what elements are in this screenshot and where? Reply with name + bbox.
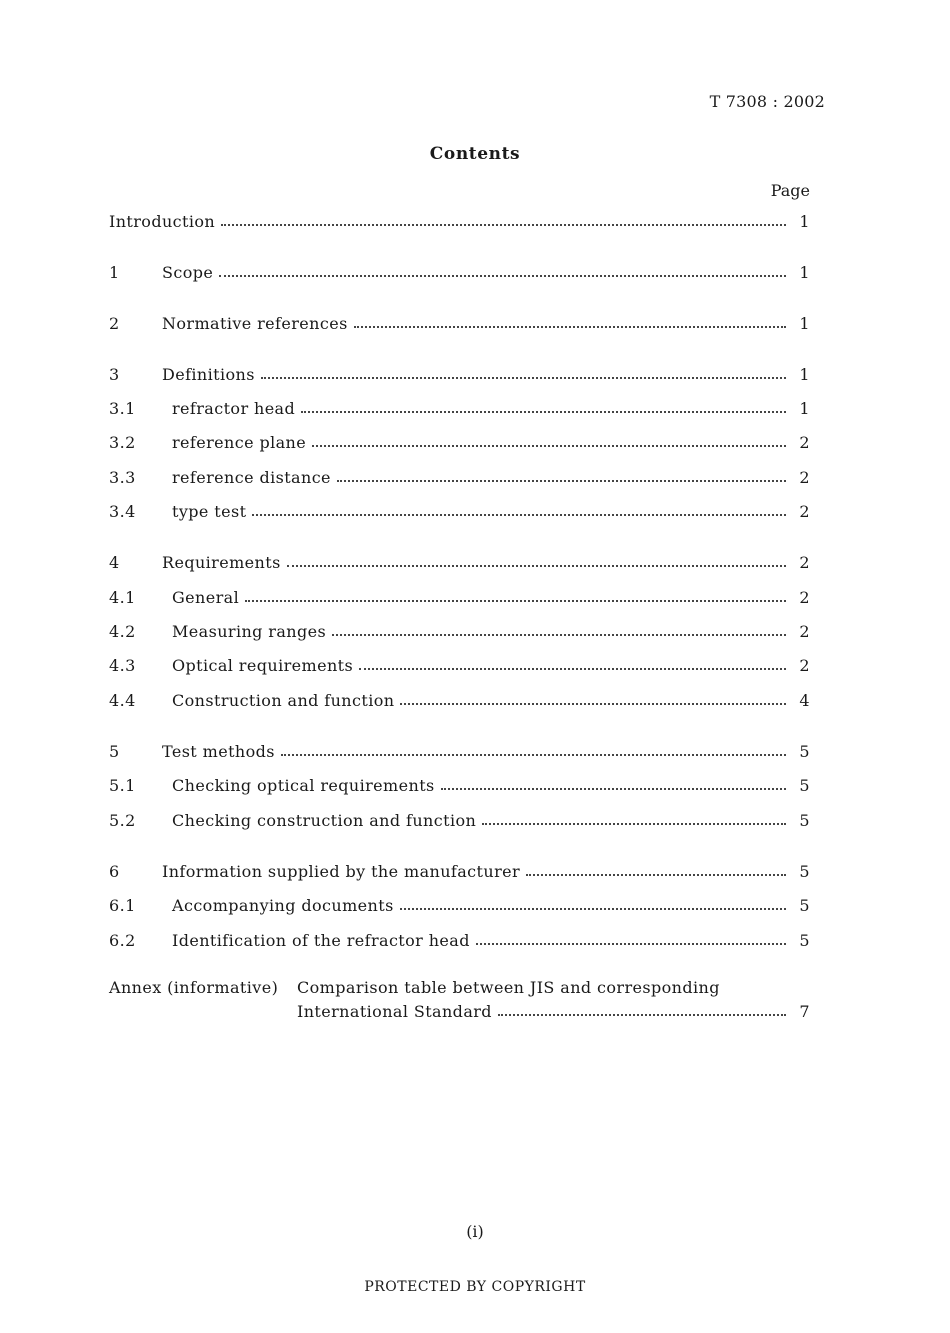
toc-page: 2 [799,656,810,675]
toc-number: 4.3 [109,656,136,675]
toc-label: Information supplied by the manufacturer [162,862,521,881]
toc-entry-3-3[interactable] [109,463,810,487]
toc-number: 3 [109,365,120,384]
dot-leader [261,377,786,379]
dot-leader [526,874,786,876]
dot-leader [359,668,786,670]
toc-number: 4.4 [109,691,136,710]
toc-page: 5 [799,896,810,915]
dot-leader [332,634,786,636]
dot-leader [400,908,786,910]
toc-label: reference plane [172,433,307,452]
toc-entry-3[interactable] [109,360,810,384]
toc-number: 5.1 [109,776,136,795]
toc-page: 5 [799,742,810,761]
document-number: T 7308 : 2002 [709,92,825,111]
toc-label: refractor head [172,399,296,418]
toc-entry-4[interactable] [109,548,810,572]
toc-page: 5 [799,811,810,830]
toc-entry-6[interactable] [109,857,810,881]
toc-entry-3-4[interactable] [109,497,810,521]
dot-leader [312,445,786,447]
toc-page: 1 [799,212,810,231]
toc-label: Optical requirements [172,656,354,675]
toc-number: 5.2 [109,811,136,830]
dot-leader [498,1014,786,1016]
toc-number: 4.2 [109,622,136,641]
page-column-label: Page [770,181,810,200]
dot-leader [476,943,786,945]
toc-label: Requirements [162,553,281,572]
toc-label: General [172,588,240,607]
toc-entry-4-3[interactable] [109,651,810,675]
toc-label: Scope [162,263,214,282]
toc-label: Introduction [109,212,216,231]
toc-number: 2 [109,314,120,333]
toc-entry-introduction[interactable] [109,207,810,231]
dot-leader [281,754,786,756]
toc-page: 5 [799,862,810,881]
dot-leader [400,703,786,705]
toc-page: 4 [799,691,810,710]
annex-title-line-2: International Standard [297,1002,492,1021]
toc-label: Identification of the refractor head [172,931,470,950]
toc-entry-5-2[interactable] [109,806,810,830]
toc-page: 1 [799,365,810,384]
toc-entry-4-4[interactable] [109,686,810,710]
toc-page: 5 [799,776,810,795]
toc-page: 5 [799,931,810,950]
toc-label: Definitions [162,365,255,384]
toc-label: reference distance [172,468,331,487]
dot-leader [252,514,786,516]
page-title: Contents [429,144,521,164]
toc-label: Accompanying documents [172,896,394,915]
toc-page: 2 [799,502,810,521]
page-number: (i) [466,1222,484,1241]
toc-entry-3-2[interactable] [109,428,810,452]
toc-number: 4 [109,553,120,572]
toc-entry-5-1[interactable] [109,771,810,795]
toc-label: Measuring ranges [172,622,327,641]
toc-number: 3.1 [109,399,136,418]
toc-number: 1 [109,263,120,282]
toc-number: 4.1 [109,588,136,607]
toc-page: 2 [799,553,810,572]
dot-leader [482,823,786,825]
toc-page: 7 [799,1002,810,1021]
toc-page: 1 [799,263,810,282]
toc-label: Checking construction and function [172,811,477,830]
toc-entry-1[interactable] [109,258,810,282]
dot-leader [245,600,786,602]
toc-entry-6-1[interactable] [109,891,810,915]
toc-page: 1 [799,314,810,333]
annex-title-line-1: Comparison table between JIS and corresponding [297,978,720,997]
toc-label: type test [172,502,247,521]
toc-page: 2 [799,588,810,607]
dot-leader [287,565,786,567]
toc-page: 2 [799,622,810,641]
toc-number: 5 [109,742,120,761]
toc-entry-4-1[interactable] [109,583,810,607]
dot-leader [354,326,786,328]
dot-leader [221,224,786,226]
dot-leader [441,788,786,790]
toc-label: Normative references [162,314,348,333]
toc-label: Construction and function [172,691,395,710]
toc-entry-6-2[interactable] [109,926,810,950]
toc-number: 6.2 [109,931,136,950]
toc-entry-2[interactable] [109,309,810,333]
toc-label: Checking optical requirements [172,776,435,795]
toc-number: 3.2 [109,433,136,452]
dot-leader [219,275,786,277]
toc-entry-5[interactable] [109,737,810,761]
copyright-footer: PROTECTED BY COPYRIGHT [364,1279,586,1295]
toc-page: 2 [799,468,810,487]
annex-title-line-2-row [297,997,810,1021]
toc-number: 6 [109,862,120,881]
toc-number: 3.3 [109,468,136,487]
toc-entry-3-1[interactable] [109,394,810,418]
dot-leader [301,411,786,413]
toc-label: Test methods [162,742,275,761]
dot-leader [337,480,786,482]
toc-entry-4-2[interactable] [109,617,810,641]
toc-page: 1 [799,399,810,418]
toc-page: 2 [799,433,810,452]
annex-prefix: Annex (informative) [109,978,279,997]
toc-number: 6.1 [109,896,136,915]
toc-number: 3.4 [109,502,136,521]
